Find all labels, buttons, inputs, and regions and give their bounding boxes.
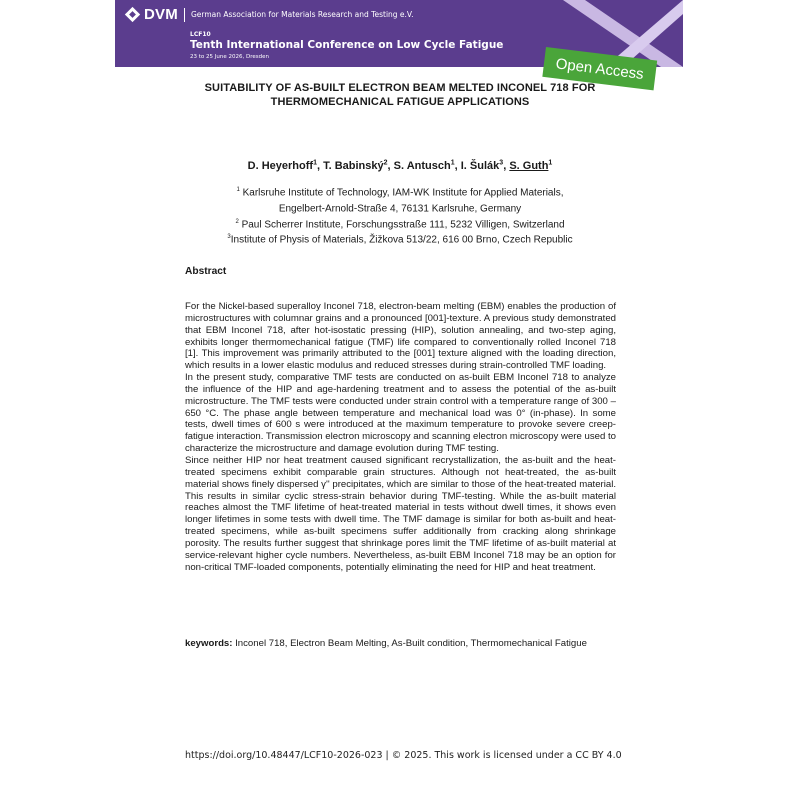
affiliation-text: Karlsruhe Institute of Technology, IAM-WK Institute for Applied Materials, <box>242 187 564 199</box>
affiliations <box>150 184 650 247</box>
paper-title <box>150 81 650 109</box>
logo-divider <box>184 8 185 22</box>
author <box>323 160 394 172</box>
author <box>461 160 510 172</box>
dvm-logo <box>124 6 413 23</box>
organization-name: German Association for Materials Research and Testing e.V. <box>190 10 414 19</box>
abstract-body <box>185 301 616 573</box>
abstract-paragraph: In the present study, comparative TMF tests are conducted on as-built EBM Inconel 718 to analyze the influence of the HIP and age-hardening treatment and to assess the potential of the as-built microstructure. The TMF tests were conducted under strain control with a temperature range of 300 – 650 °C. The phase angle between temperature and mechanical load was 0° (in-phase). In some tests, dwell times of 600 s were introduced at the maximum temperature to provoke severe creep-fatigue interaction. Transmission electron microscopy and scanning electron microscopy were used to characterize the microstructure and damage evolution during TMF testing. <box>185 372 616 455</box>
diamond-logo-icon <box>124 6 141 23</box>
author-list <box>150 159 650 172</box>
conference-title: Tenth International Conference on Low Cycle Fatigue <box>190 39 504 51</box>
author <box>248 160 323 172</box>
author-name: D. Heyerhoff <box>247 159 314 172</box>
doi-license-footer: https://doi.org/10.48447/LCF10-2026-023 | © 2025. This work is licensed under a CC BY 4.0 <box>185 750 622 761</box>
author-separator: , <box>503 159 510 172</box>
keywords-label: keywords: <box>185 638 233 649</box>
abstract-paragraph: For the Nickel-based superalloy Inconel 718, electron-beam melting (EBM) enables the production of microstructures with columnar grains and a pronounced [001]-texture. A previous study demonstrated that EBM Inconel 718, after hot-isostatic pressing (HIP), solution annealing, and two-step aging, exhibits longer thermomechanical fatigue (TMF) life compared to conventionally rolled Inconel 718 [1]. This improvement was primarily attributed to the [001] texture aligned with the loading direction, which results in a lower elastic modulus and reduced stresses during strain-controlled TMF loading. <box>185 301 616 372</box>
conference-tag: LCF10 <box>190 31 211 38</box>
corresponding-author <box>509 160 552 172</box>
keywords <box>185 638 616 650</box>
conference-date: 23 to 25 June 2026, Dresden <box>190 54 269 60</box>
affiliation <box>150 231 650 247</box>
affiliation-number: 1 <box>236 187 240 193</box>
author-separator: , <box>387 159 394 172</box>
open-access-label: Open Access <box>554 54 645 83</box>
author-affil-number: 1 <box>313 159 317 166</box>
affiliation-number: 2 <box>235 218 239 225</box>
affiliation-text: Institute of Physis of Materials, Žižkova 513/22, 616 00 Brno, Czech Republic <box>230 234 573 246</box>
abstract-paragraph: Since neither HIP nor heat treatment caused significant recrystallization, the as-built and the heat-treated specimens exhibit comparable grain structures. Although not heat-treated, the as-built material shows finely dispersed γ'' precipitates, which are similar to those of the heat-treated material. This results in similar cyclic stress-strain behavior during TMF-testing. While the as-built material reaches almost the TMF lifetime of heat-treated material in tests without dwell times, it shows even longer lifetimes in some tests with dwell time. The TMF damage is similar for both as-built and heat-treated specimens, while as-built specimens suffer additionally from cracking along shrinkage porosity. The results further suggest that shrinkage pores limit the TMF lifetime of as-built material at service-relevant higher cycle numbers. Nevertheless, as-built EBM Inconel 718 may be an option for non-critical TMF-loaded components, potentially eliminating the need for HIP and heat treatment. <box>185 454 616 573</box>
author-separator: , <box>454 159 461 172</box>
logo-text: DVM <box>144 6 178 23</box>
author-affil-number: 2 <box>383 159 388 166</box>
affiliation <box>150 216 650 232</box>
affiliation-text: Engelbert-Arnold-Straße 4, 76131 Karlsruhe, Germany <box>278 203 522 215</box>
author-name: S. Antusch <box>393 159 451 172</box>
author-separator: , <box>316 159 324 172</box>
keywords-text: Inconel 718, Electron Beam Melting, As-Built condition, Thermomechanical Fatigue <box>232 638 587 649</box>
abstract-heading: Abstract <box>185 266 227 277</box>
author-name: I. Šulák <box>460 159 500 172</box>
affiliation-number: 3 <box>227 234 231 241</box>
author-name: T. Babinský <box>323 159 384 172</box>
author-affil-number: 1 <box>450 159 455 166</box>
affiliation <box>150 184 650 200</box>
author <box>394 160 461 172</box>
author-name: S. Guth <box>509 159 549 172</box>
author-affil-number: 3 <box>499 159 504 166</box>
affiliation <box>150 200 650 216</box>
title-line: SUITABILITY OF AS-BUILT ELECTRON BEAM MELTED INCONEL 718 FOR <box>204 82 596 94</box>
affiliation-text: Paul Scherrer Institute, Forschungsstraße 111, 5232 Villigen, Switzerland <box>241 218 565 230</box>
title-line: THERMOMECHANICAL FATIGUE APPLICATIONS <box>270 96 530 108</box>
author-affil-number: 1 <box>548 159 553 166</box>
